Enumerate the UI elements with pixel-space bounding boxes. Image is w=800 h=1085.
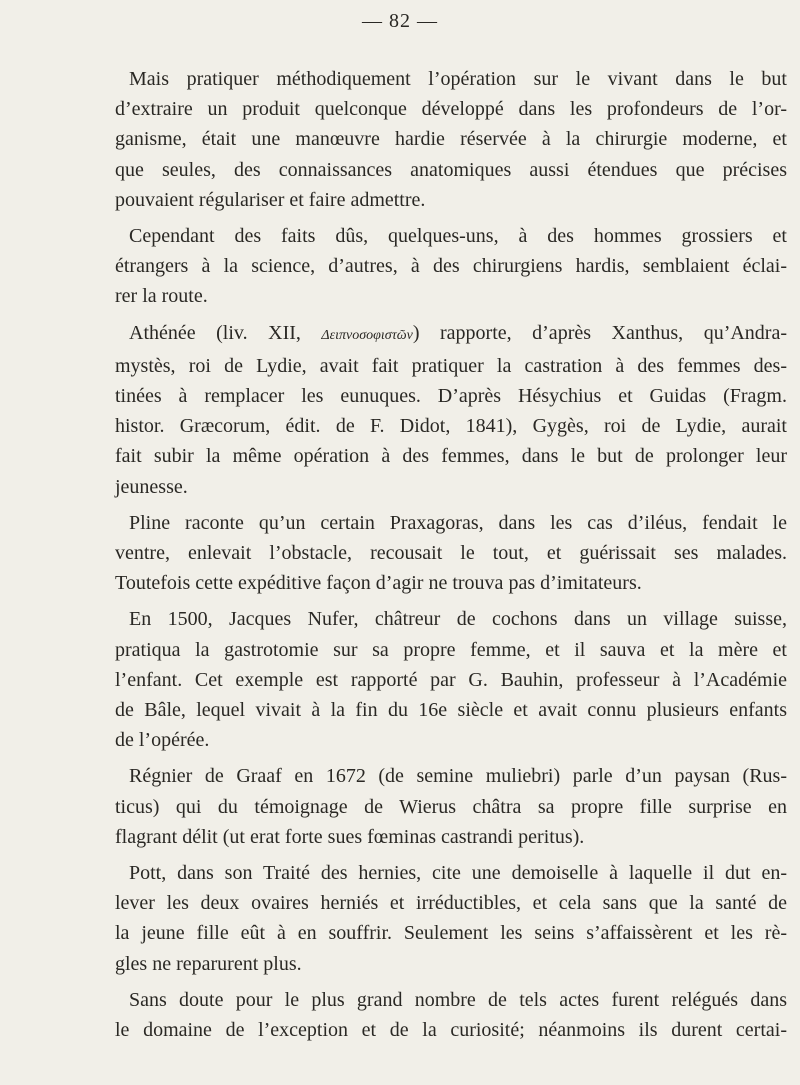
text-line: flagrant délit (ut erat forte sues fœminas castrandi peritus).: [115, 825, 585, 848]
paragraph-1: [115, 64, 787, 215]
text-line: Toutefois cette expéditive façon d’agir ne trouva pas d’imitateurs.: [115, 572, 642, 595]
paragraph-4: [115, 508, 787, 599]
text-line: Cependant des faits dûs, quelques-uns, à des hommes grossiers et: [129, 225, 787, 248]
text-line: ventre, enlevait l’obstacle, recousait le tout, et guérissait ses malades.: [115, 542, 787, 565]
text-line: lever les deux ovaires herniés et irréductibles, et cela sans que la santé de: [115, 892, 787, 915]
text-segment: Athénée (liv. XII,: [129, 321, 322, 344]
text-line: rer la route.: [115, 285, 208, 308]
text-line: d’extraire un produit quelconque développé dans les profondeurs de l’or-: [115, 98, 787, 121]
text-line: Mais pratiquer méthodiquement l’opération sur le vivant dans le but: [129, 68, 787, 90]
text-line: histor. Græcorum, édit. de F. Didot, 1841), Gygès, roi de Lydie, aurait: [115, 415, 787, 438]
text-line: la jeune fille eût à en souffrir. Seulement les seins s’affaissèrent et les rè-: [115, 922, 787, 945]
text-line: tinées à remplacer les eunuques. D’après Hésychius et Guidas (Fragm.: [115, 385, 787, 408]
text-line: fait subir la même opération à des femmes, dans le but de prolonger leur: [115, 445, 787, 468]
body-text: [115, 64, 787, 1051]
text-line: [115, 318, 787, 351]
text-line: ganisme, était une manœuvre hardie réservée à la chirurgie moderne, et: [115, 128, 787, 151]
paragraph-5: [115, 604, 787, 755]
text-line: que seules, des connaissances anatomiques aussi étendues que précises: [115, 158, 787, 181]
text-line: Pott, dans son Traité des hernies, cite une demoiselle à laquelle il dut en-: [129, 862, 787, 885]
text-line: Sans doute pour le plus grand nombre de tels actes furent relégués dans: [129, 988, 787, 1011]
paragraph-2: [115, 221, 787, 312]
text-line: gles ne reparurent plus.: [115, 952, 302, 975]
text-line: mystès, roi de Lydie, avait fait pratiquer la castration à des femmes des-: [115, 354, 787, 377]
text-line: En 1500, Jacques Nufer, châtreur de cochons dans un village suisse,: [129, 608, 787, 631]
paragraph-8: [115, 985, 787, 1045]
page-number: — 82 —: [362, 10, 438, 32]
text-line: étrangers à la science, d’autres, à des chirurgiens hardis, semblaient éclai-: [115, 255, 787, 278]
text-line: pratiqua la gastrotomie sur sa propre femme, et il sauva et la mère et: [115, 638, 787, 661]
text-line: pouvaient régulariser et faire admettre.: [115, 188, 426, 211]
text-line: ticus) qui du témoignage de Wierus châtra sa propre fille surprise en: [115, 795, 787, 818]
text-line: de l’opérée.: [115, 729, 210, 752]
text-line: Régnier de Graaf en 1672 (de semine muliebri) parle d’un paysan (Rus-: [129, 765, 787, 788]
text-line: Pline raconte qu’un certain Praxagoras, dans les cas d’iléus, fendait le: [129, 511, 787, 534]
text-line: de Bâle, lequel vivait à la fin du 16e siècle et avait connu plusieurs enfants: [115, 699, 787, 722]
text-line: l’enfant. Cet exemple est rapporté par G. Bauhin, professeur à l’Académie: [115, 668, 787, 691]
paragraph-3: [115, 318, 787, 502]
text-line: jeunesse.: [115, 475, 188, 498]
text-segment: ) rapporte, d’après Xanthus, qu’Andra-: [412, 321, 787, 344]
paragraph-6: [115, 761, 787, 852]
greek-title: Δειπνοσοφιστῶν: [321, 327, 413, 343]
text-line: le domaine de l’exception et de la curiosité; néanmoins ils durent certai-: [115, 1019, 787, 1042]
paragraph-7: [115, 858, 787, 979]
